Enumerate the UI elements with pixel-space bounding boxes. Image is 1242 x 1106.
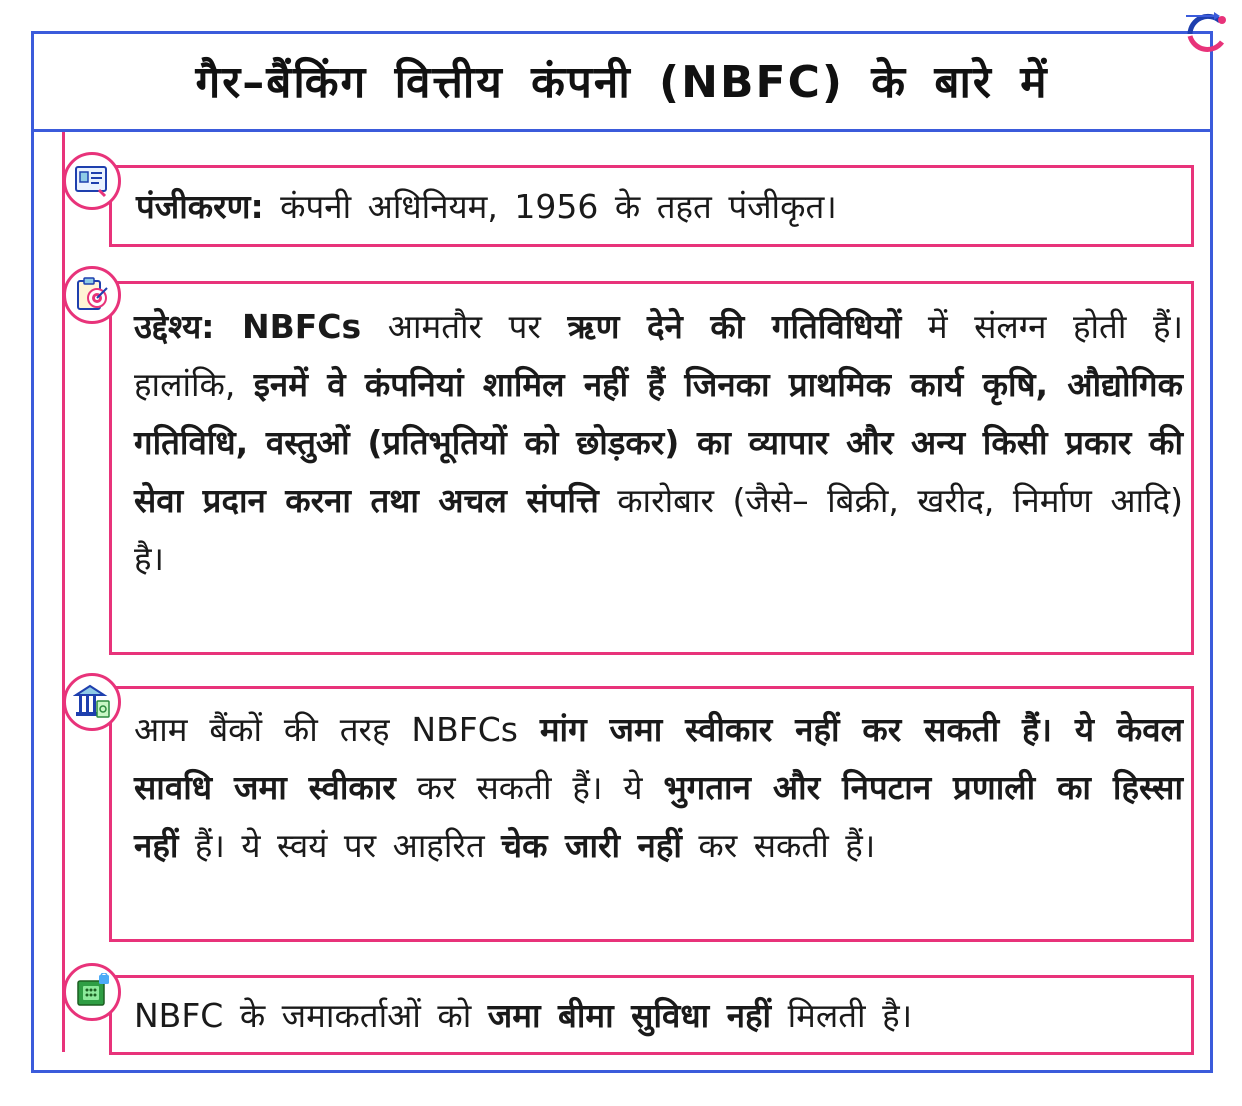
- page-title: गैर–बैंकिंग वित्तीय कंपनी (NBFC) के बारे में: [195, 57, 1049, 108]
- objective-text-5: कारोबार (जैसे– बिक्री, खरीद, निर्माण आदि) है।: [134, 481, 1183, 578]
- objective-text-4: इनमें वे कंपनियां शामिल नहीं हैं जिनका प्राथमिक कार्य कृषि, औद्योगिक गतिविधि, वस्तुओं (प्रतिभूतियों को छोड़कर) का व्यापार और अन्य किसी प्रकार की सेवा प्रदान करना तथा अचल संपत्ति: [134, 365, 1183, 520]
- objective-text-1: आमतौर पर: [361, 307, 568, 346]
- card-deposits: [109, 686, 1194, 942]
- deposits-text-4: हैं। ये स्वयं पर आहरित: [178, 826, 502, 865]
- insurance-text-1: जमा बीमा सुविधा नहीं: [487, 996, 772, 1035]
- card-registration-text: [136, 181, 1169, 233]
- insurance-icon-badge: [63, 963, 121, 1021]
- objective-heading: उद्देश्य: NBFCs: [134, 307, 362, 346]
- objective-text-2: ऋण देने की गतिविधियों: [567, 307, 902, 346]
- card-registration: [109, 165, 1194, 247]
- objective-icon-badge: [63, 266, 121, 324]
- bank-money-icon: [73, 683, 111, 721]
- deposits-text-2: कर सकती हैं। ये: [395, 768, 664, 807]
- deposits-text-3: भुगतान और निपटान प्रणाली का हिस्सा नहीं: [134, 768, 1183, 865]
- deposits-text-0: आम बैंकों की तरह NBFCs: [134, 710, 540, 749]
- title-bar: [31, 31, 1213, 132]
- card-objective-text: [134, 298, 1183, 588]
- registration-heading: पंजीकरण:: [136, 187, 264, 226]
- registration-body: कंपनी अधिनियम, 1956 के तहत पंजीकृत।: [263, 187, 837, 226]
- safe-lock-icon: [73, 973, 111, 1011]
- deposits-text-6: कर सकती हैं।: [681, 826, 876, 865]
- target-clipboard-icon: [73, 276, 111, 314]
- registration-certificate-icon: [73, 162, 111, 200]
- objective-text-3: में संलग्न होती हैं। हालांकि,: [134, 307, 1183, 404]
- deposits-icon-badge: [63, 673, 121, 731]
- registration-icon-badge: [63, 152, 121, 210]
- card-deposits-text: [134, 701, 1183, 875]
- deposits-text-5: चेक जारी नहीं: [501, 826, 682, 865]
- insurance-text-2: मिलती है।: [771, 996, 913, 1035]
- card-objective: [109, 281, 1194, 655]
- timeline-spine: [62, 132, 65, 1052]
- deposits-text-1: मांग जमा स्वीकार नहीं कर सकती हैं। ये केवल सावधि जमा स्वीकार: [134, 710, 1183, 807]
- card-insurance: [109, 975, 1194, 1055]
- card-insurance-text: [134, 990, 1183, 1042]
- insurance-text-0: NBFC के जमाकर्ताओं को: [134, 996, 488, 1035]
